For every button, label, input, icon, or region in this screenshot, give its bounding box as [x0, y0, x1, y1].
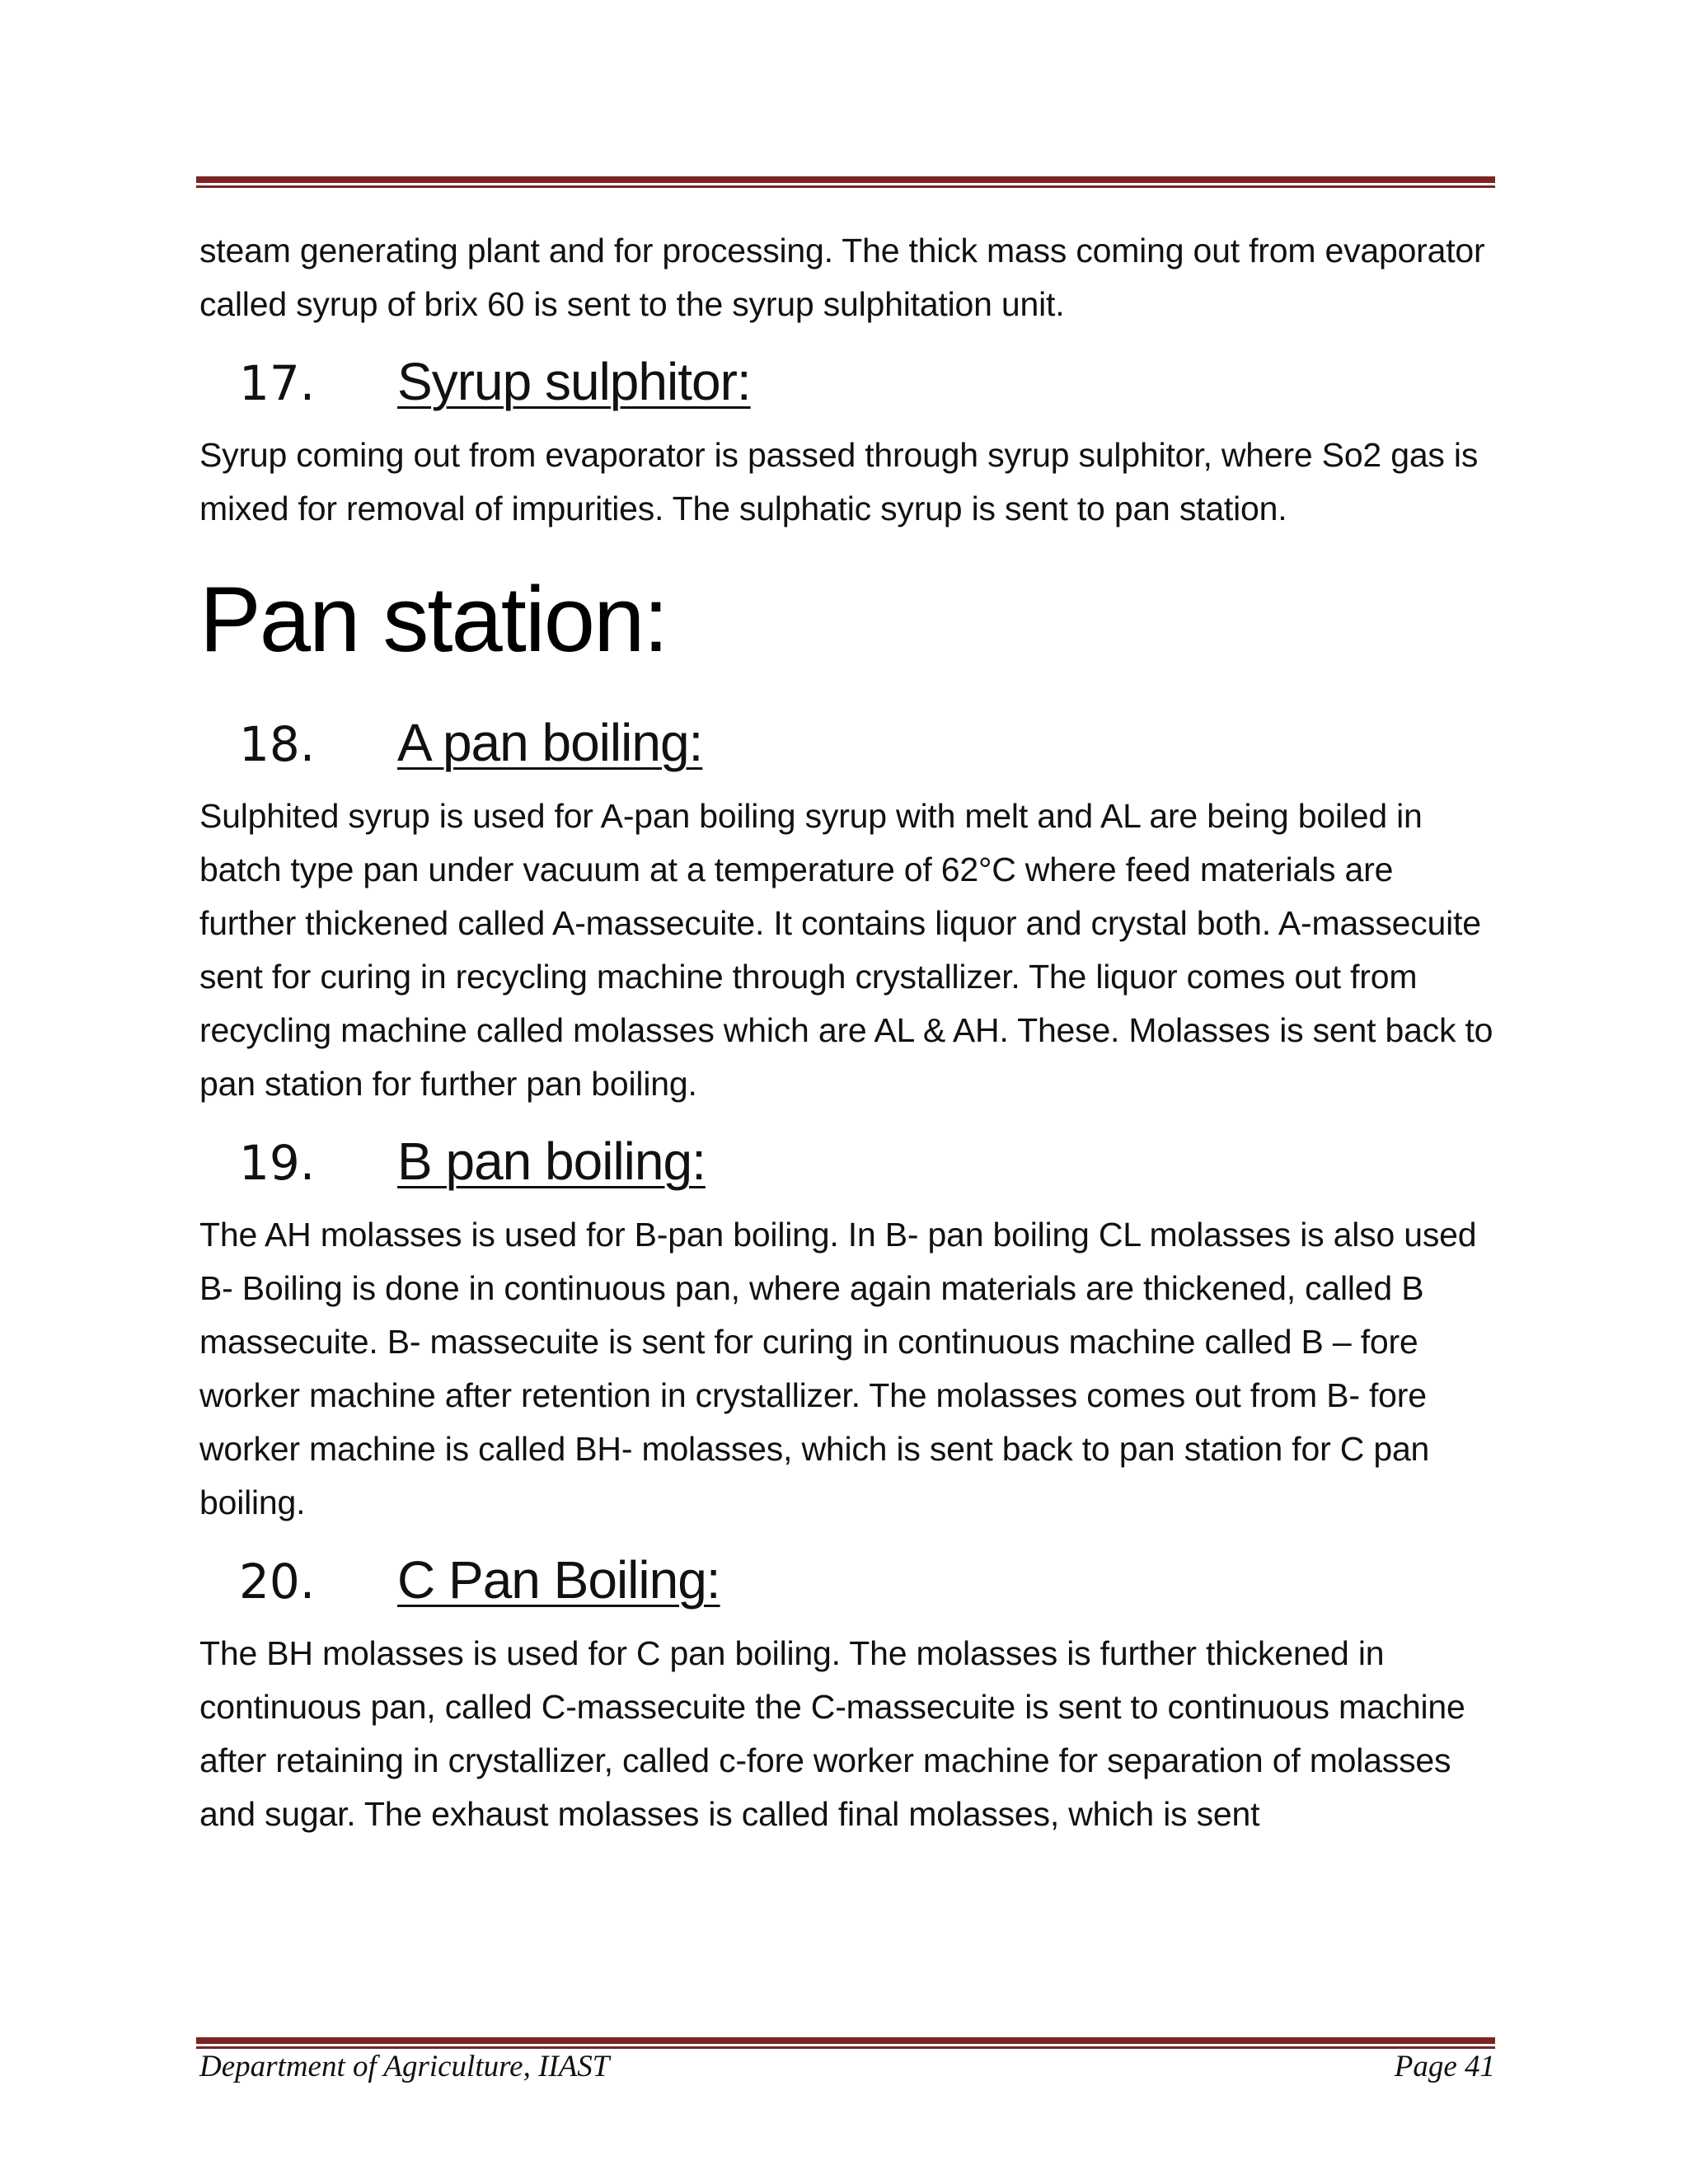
page-content: [199, 224, 1495, 1841]
section-heading-18: [199, 692, 1495, 790]
section-title: C Pan Boiling:: [397, 1550, 720, 1610]
section-title: A pan boiling:: [397, 713, 703, 772]
section-number: 17.: [239, 355, 316, 411]
section-paragraph: Syrup coming out from evaporator is passed through syrup sulphitor, where So2 gas is mixed for removal of impurities. The sulphatic syrup is sent to pan station.: [199, 436, 1479, 527]
header-rule: [196, 176, 1495, 188]
section-paragraph: The AH molasses is used for B-pan boiling. In B- pan boiling CL molasses is also used B- Boiling is done in continuous pan, where again materials are thickened, called B massecuite. B- massecuite is sent for curing in continuous machine called B – fore worker machine after retention in crystallizer. The molasses comes out from B- fore worker machine is called BH- molasses, which is sent back to pan station for C pan boiling.: [199, 1216, 1477, 1521]
intro-paragraph: steam generating plant and for processing. The thick mass coming out from evaporator called syrup of brix 60 is sent to the syrup sulphitation unit.: [199, 232, 1485, 323]
major-heading: Pan station:: [199, 568, 668, 671]
section-number: 18.: [239, 716, 316, 772]
footer-rule: [196, 2037, 1495, 2049]
page-number: Page 41: [1394, 2050, 1495, 2083]
section-number: 20.: [239, 1554, 316, 1610]
section-number: 19.: [239, 1135, 316, 1191]
section-paragraph: The BH molasses is used for C pan boiling. The molasses is further thickened in continuous pan, called C-massecuite the C-massecuite is sent to continuous machine after retaining in crystallizer, called c-fore worker machine for separation of molasses and sugar. The exhaust molasses is called final molasses, which is sent: [199, 1634, 1465, 1833]
footer-department: Department of Agriculture, IIAST: [199, 2050, 610, 2083]
section-paragraph: Sulphited syrup is used for A-pan boiling syrup with melt and AL are being boiled in batch type pan under vacuum at a temperature of 62°C where feed materials are further thickened called A-massecuite. It contains liquor and crystal both. A-massecuite sent for curing in recycling machine through crystallizer. The liquor comes out from recycling machine called molasses which are AL & AH. These. Molasses is sent back to pan station for further pan boiling.: [199, 797, 1493, 1103]
section-heading-19: [199, 1111, 1495, 1208]
section-heading-20: [199, 1530, 1495, 1627]
page-footer: [199, 2049, 1495, 2084]
section-title: Syrup sulphitor:: [397, 352, 751, 411]
section-heading-17: [199, 331, 1495, 429]
section-title: B pan boiling:: [397, 1132, 706, 1191]
